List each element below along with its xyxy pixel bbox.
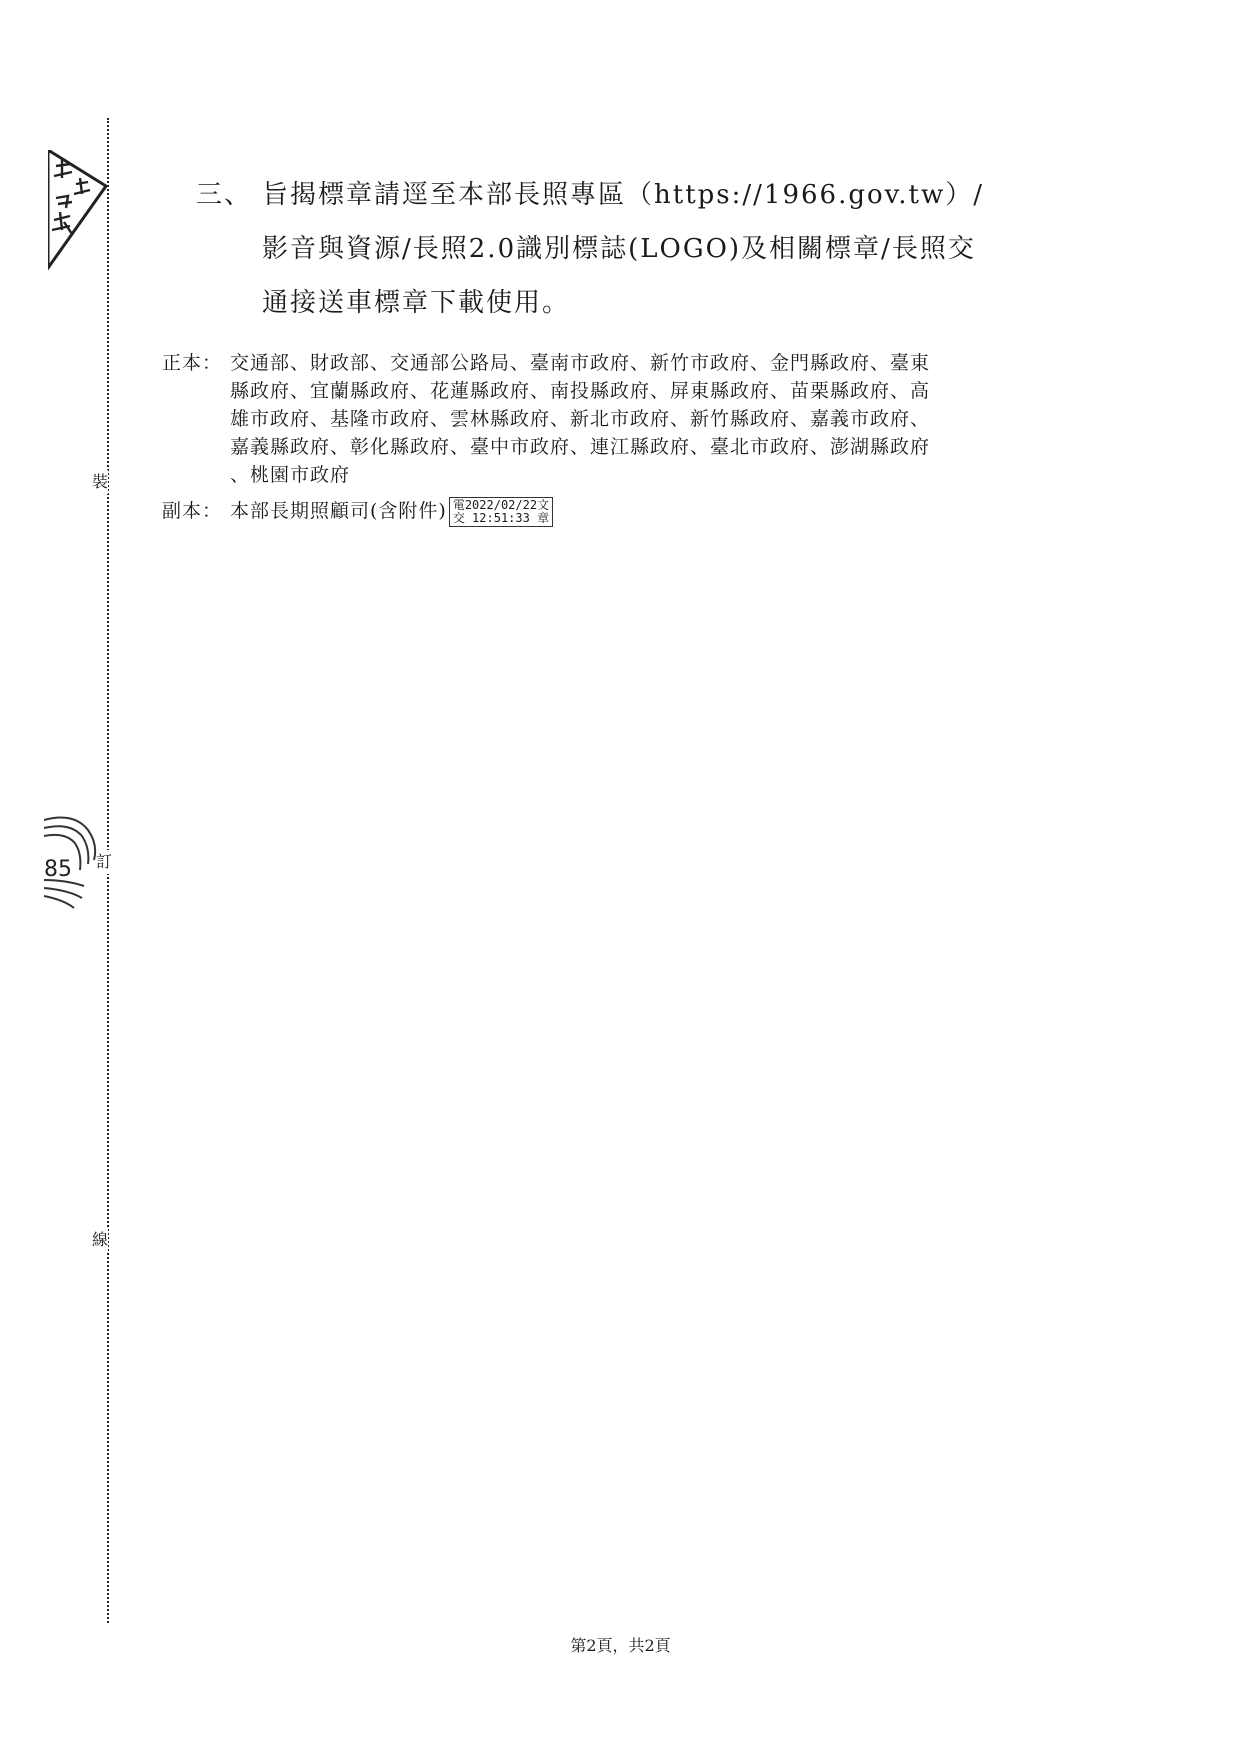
item-number: 三、	[196, 180, 253, 210]
item-line-2: 影音與資源/長照2.0識別標誌(LOGO)及相關標章/長照交	[262, 234, 976, 264]
binding-label-middle: 訂	[96, 850, 112, 874]
copy-recipients-label: 副本：	[162, 500, 223, 522]
primary-recipients-label: 正本：	[162, 352, 223, 374]
item-text	[262, 168, 1092, 330]
binding-label-bottom: 線	[92, 1228, 108, 1252]
seal-number: 85	[44, 857, 72, 882]
binding-label-top: 裝	[92, 470, 108, 494]
copy-recipients-list	[230, 497, 1092, 527]
item-line-1: 旨揭標章請逕至本部長照專區（https://1966.gov.tw）/	[262, 180, 984, 210]
recipients-line-4: 嘉義縣政府、彰化縣政府、臺中市政府、連江縣政府、臺北市政府、澎湖縣政府	[230, 436, 931, 458]
copy-recipient-text: 本部長期照顧司(含附件)	[230, 500, 447, 522]
recipients-line-5: 、桃園市政府	[230, 464, 351, 486]
e-stamp-line-1: 電2022/02/22文	[452, 498, 550, 512]
electronic-exchange-stamp	[449, 497, 553, 527]
e-stamp-line-2: 交 12:51:33 章	[452, 511, 550, 525]
page-number: 第2頁，共2頁	[570, 1636, 671, 1655]
official-seal-stamp	[48, 150, 128, 270]
primary-recipients-list	[230, 349, 1092, 489]
recipients-line-1: 交通部、財政部、交通部公路局、臺南市政府、新竹市政府、金門縣政府、臺東	[230, 352, 931, 374]
item-line-3: 通接送車標章下載使用。	[262, 288, 571, 318]
recipients-line-2: 縣政府、宜蘭縣政府、花蓮縣政府、南投縣政府、屏東縣政府、苗栗縣政府、高	[230, 380, 931, 402]
recipients-line-3: 雄市政府、基隆市政府、雲林縣政府、新北市政府、新竹縣政府、嘉義市政府、	[230, 408, 931, 430]
